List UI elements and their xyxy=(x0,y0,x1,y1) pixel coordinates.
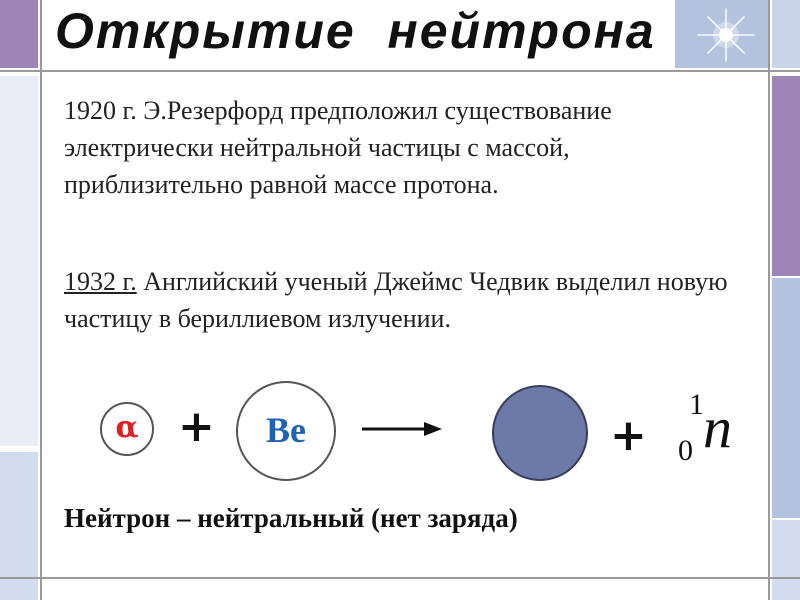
plus-sign-1: + xyxy=(178,401,215,452)
sparkle-icon xyxy=(688,6,764,64)
frame-line-left xyxy=(40,0,42,600)
product-nucleus xyxy=(492,385,588,481)
neutron-mass-number: 1 xyxy=(689,388,704,421)
beryllium-nucleus: Be xyxy=(236,381,336,481)
frame-block-top-corner xyxy=(772,0,800,68)
paragraph-chadwick-text: Английский ученый Джеймс Чедвик выделил новую частицу в бериллиевом излучении. xyxy=(64,267,728,333)
paragraph-rutherford: 1920 г. Э.Резерфорд предположил существование электрически нейтральной частицы с массой, приблизительно равной массе протона. xyxy=(64,96,612,199)
neutron-charge-number: 0 xyxy=(678,434,693,467)
alpha-particle: α xyxy=(100,402,154,456)
year-1932: 1932 г. xyxy=(64,267,137,296)
frame-line-right xyxy=(768,0,770,600)
neutron-letter: n xyxy=(703,395,732,460)
paragraph-chadwick xyxy=(64,263,764,337)
page-title: Открытие нейтрона xyxy=(55,3,656,59)
plus-sign-2: + xyxy=(610,410,647,461)
frame-block-left-top xyxy=(0,0,38,68)
frame-line-bottom xyxy=(0,577,800,579)
frame-block-right-middle xyxy=(772,278,800,518)
neutron-symbol xyxy=(673,388,773,468)
frame-block-right-bottom xyxy=(772,520,800,600)
frame-block-right-upper xyxy=(772,76,800,276)
footer-statement: Нейтрон – нейтральный (нет заряда) xyxy=(64,503,518,533)
frame-block-left-middle xyxy=(0,76,38,446)
arrow-right-icon xyxy=(360,417,444,441)
frame-line-top xyxy=(0,70,800,72)
